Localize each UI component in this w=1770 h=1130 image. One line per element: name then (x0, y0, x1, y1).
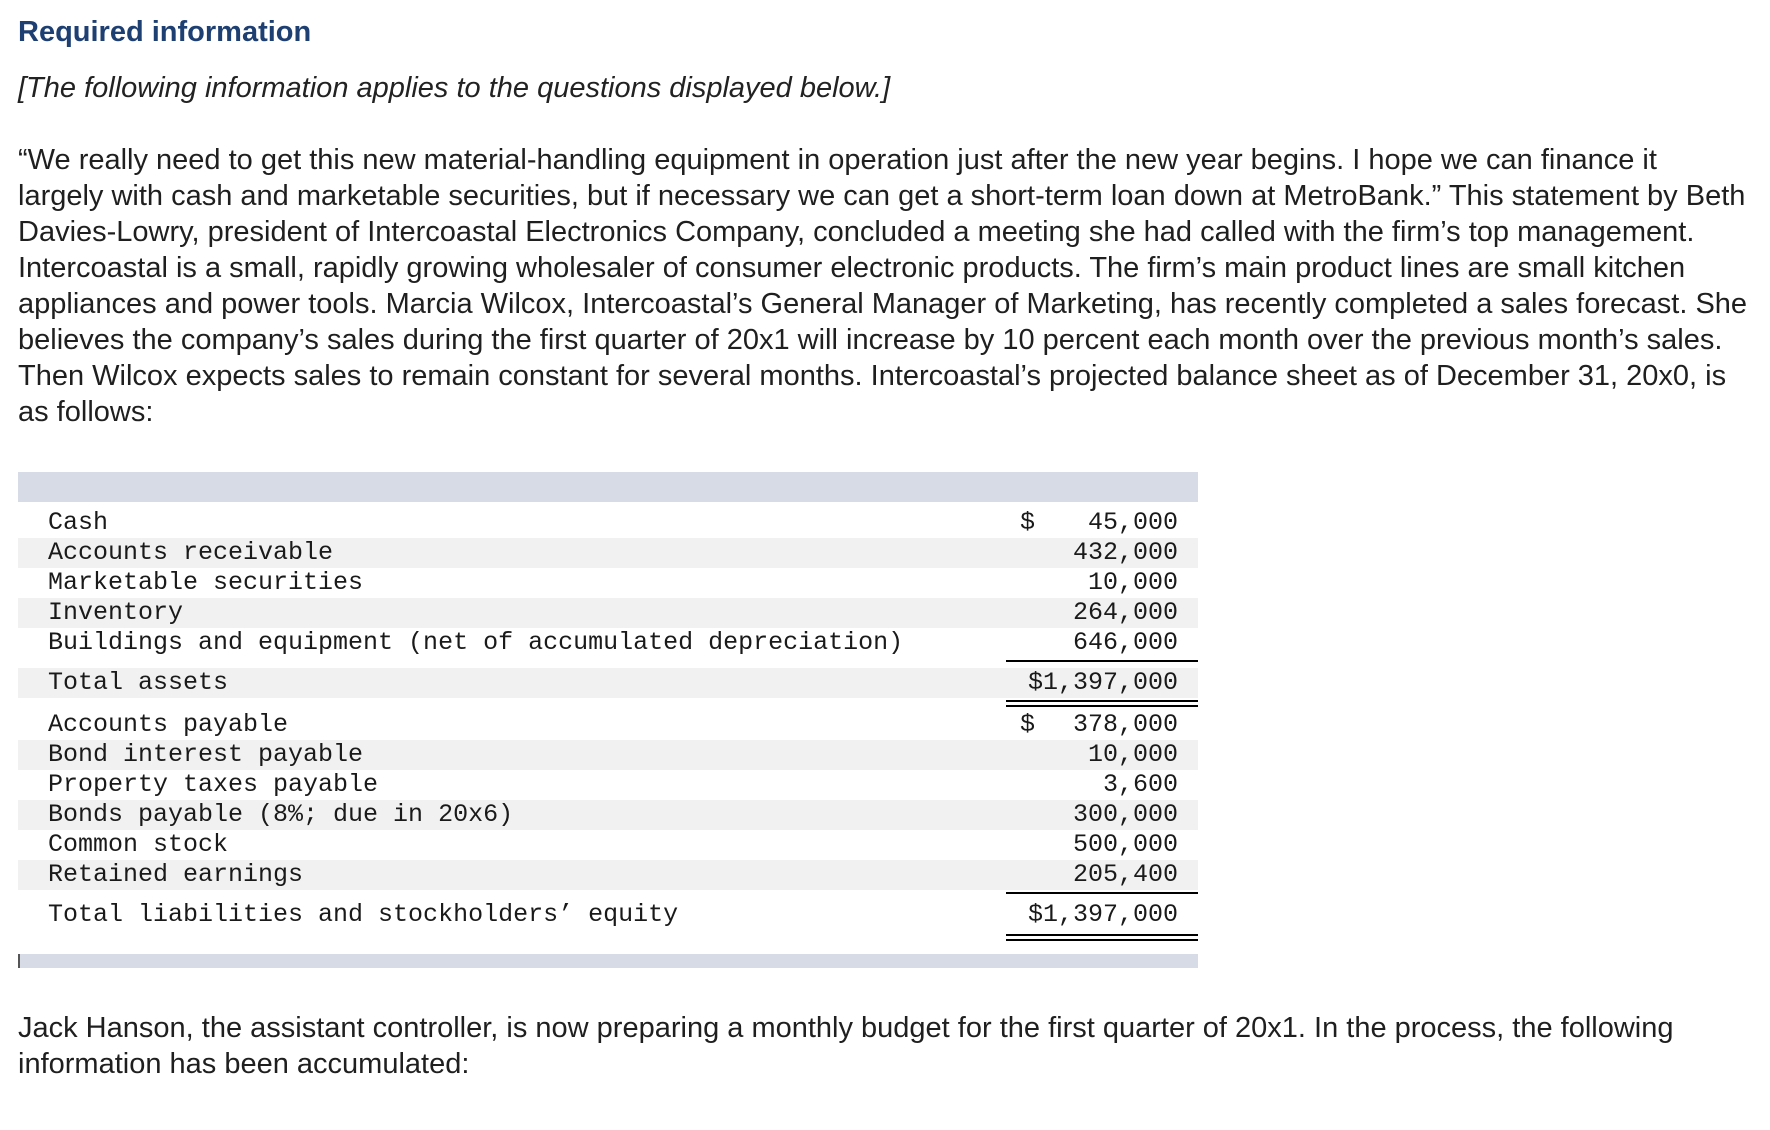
row-amount: 205,400 (1072, 860, 1178, 889)
currency-symbol: $ (1020, 508, 1036, 537)
table-row (18, 740, 1198, 770)
total-double-underline (1006, 939, 1198, 941)
row-label: Accounts payable (48, 710, 289, 739)
row-label: Total liabilities and stockholders’ equity (48, 900, 679, 929)
row-amount: $1,397,000 (1027, 668, 1178, 697)
table-row (18, 800, 1198, 830)
table-row (18, 568, 1198, 598)
total-double-underline (1006, 700, 1198, 702)
row-amount: 646,000 (1072, 628, 1178, 657)
table-row (18, 830, 1198, 860)
row-label: Bonds payable (8%; due in 20x6) (48, 800, 514, 829)
table-header-bar (18, 472, 1198, 502)
balance-sheet-table (18, 472, 1198, 968)
table-row (18, 598, 1198, 628)
intro-paragraph: “We really need to get this new material-handling equipment in operation just after the new year begins. I hope we can finance it largely with cash and marketable securities, but if necessary we can get a short-term loan down at MetroBank.” This statement by Beth Davies-Lowry, president of Intercoastal Electronics Company, concluded a meeting she had called with the firm’s top management. Intercoastal is a small, rapidly growing wholesaler of consumer electronic products. The firm’s main product lines are small kitchen appliances and power tools. Marcia Wilcox, Intercoastal’s General Manager of Marketing, has recently completed a sales forecast. She believes the company’s sales during the first quarter of 20x1 will increase by 10 percent each month over the previous month’s sales. Then Wilcox expects sales to remain constant for several months. Intercoastal’s projected balance sheet as of December 31, 20x0, is as follows: (18, 144, 1748, 428)
row-amount: 378,000 (1072, 710, 1178, 739)
row-label: Accounts receivable (48, 538, 334, 567)
row-label: Total assets (48, 668, 229, 697)
table-row (18, 710, 1198, 740)
row-amount: 264,000 (1072, 598, 1178, 627)
instructions-subtitle: [The following information applies to the questions displayed below.] (18, 72, 891, 104)
table-footer-bar (18, 954, 1198, 968)
table-row (18, 538, 1198, 568)
closing-paragraph: Jack Hanson, the assistant controller, is now preparing a monthly budget for the first quarter of 20x1. In the process, the following information has been accumulated: (18, 1012, 1674, 1080)
currency-symbol: $ (1020, 710, 1036, 739)
row-amount: 300,000 (1072, 800, 1178, 829)
row-label: Marketable securities (48, 568, 364, 597)
row-label: Retained earnings (48, 860, 304, 889)
table-row (18, 770, 1198, 800)
row-label: Property taxes payable (48, 770, 379, 799)
row-label: Common stock (48, 830, 229, 859)
subtotal-underline (1006, 660, 1198, 662)
subtotal-underline (1006, 892, 1198, 894)
row-amount: 45,000 (1087, 508, 1178, 537)
table-row (18, 508, 1198, 538)
row-label: Cash (48, 508, 109, 537)
row-amount: 3,600 (1102, 770, 1178, 799)
row-label: Bond interest payable (48, 740, 364, 769)
row-amount: 432,000 (1072, 538, 1178, 567)
question-header (18, 10, 1748, 430)
row-label: Buildings and equipment (net of accumulated depreciation) (48, 628, 904, 657)
row-amount: $1,397,000 (1027, 900, 1178, 929)
total-double-underline (1006, 934, 1198, 936)
row-amount: 10,000 (1087, 568, 1178, 597)
table-row (18, 668, 1198, 698)
row-label: Inventory (48, 598, 184, 627)
required-information-title: Required information (18, 16, 312, 48)
table-row (18, 900, 1198, 930)
table-row (18, 860, 1198, 890)
total-double-underline (1006, 705, 1198, 707)
row-amount: 10,000 (1087, 740, 1178, 769)
table-row (18, 628, 1198, 658)
row-amount: 500,000 (1072, 830, 1178, 859)
